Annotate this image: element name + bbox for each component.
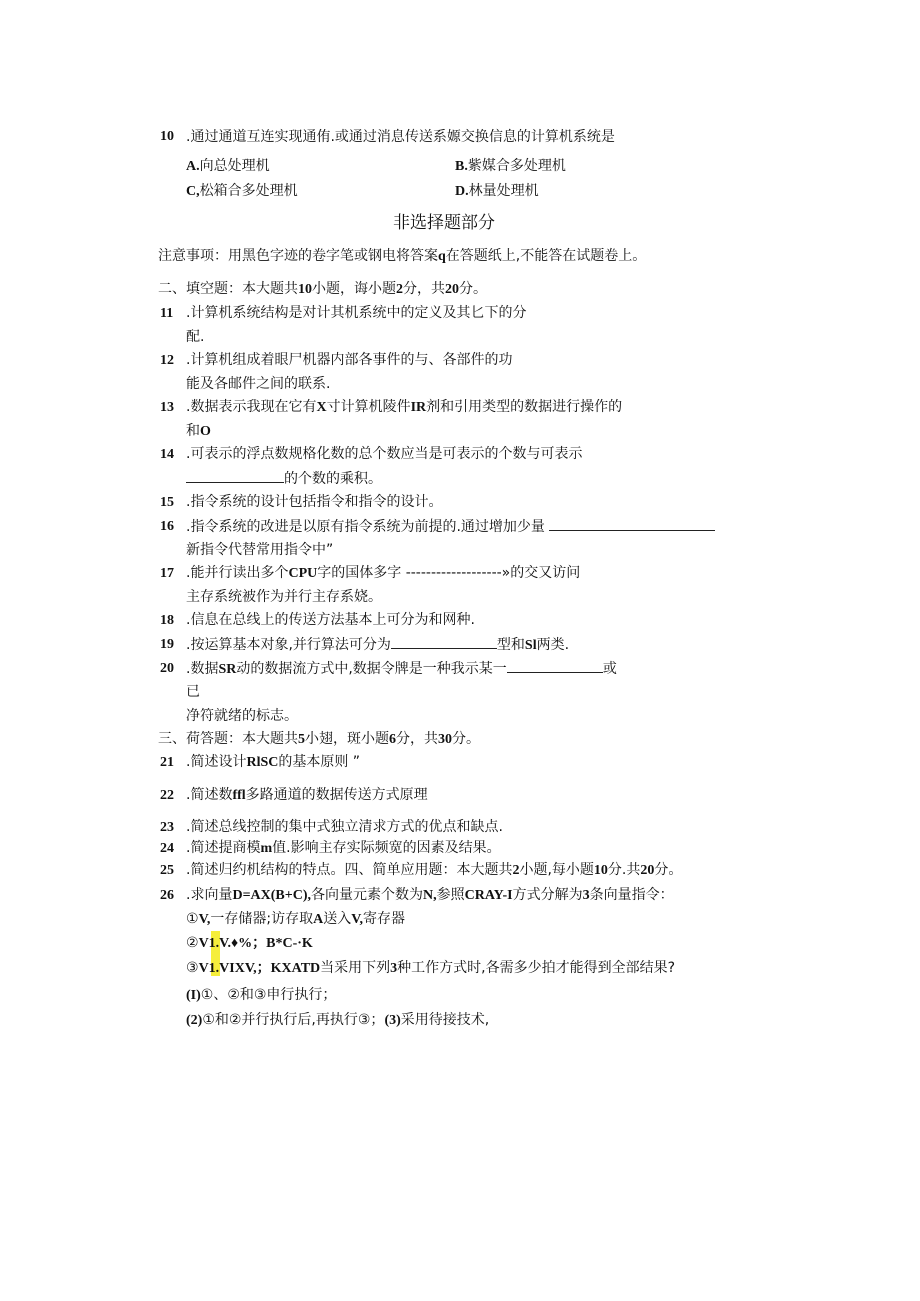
question-19-part: 型和 [496, 637, 525, 653]
question-20-cont-2: 净符就绪的标志。 [186, 708, 298, 724]
question-17-part: 的交又访问 [510, 565, 581, 581]
question-25-bold: 2 [512, 863, 520, 878]
step-1-text: 一存储器;访存取 [210, 911, 314, 927]
question-24-part: .简述提商模 [186, 840, 261, 856]
option-d-key: D. [455, 184, 469, 199]
step-1 [186, 909, 405, 930]
question-number: 12 [160, 353, 174, 368]
step-1-bold: A [313, 912, 324, 927]
step-1-bold: V, [198, 912, 211, 927]
option-c-text: 松箱合多处理机 [199, 183, 298, 199]
option-c [186, 181, 298, 202]
part-2-total: 20 [445, 282, 459, 297]
question-22-part: 多路通道的数据传送方式原理 [245, 787, 428, 803]
mode-2 [186, 1010, 489, 1031]
part-3-total: 30 [438, 732, 452, 747]
question-14-text: .可表示的浮点数规格化数的总个数应当是可表示的个数与可表示 [186, 446, 583, 462]
question-11-cont: 配. [186, 329, 205, 345]
question-13-cont-text: 和 [186, 423, 200, 439]
question-17-text [186, 563, 580, 584]
question-20-part: .数据 [186, 661, 219, 677]
question-number: 16 [160, 519, 174, 534]
mode-3-text: 采用待接技术, [400, 1012, 490, 1028]
question-16-part: .指令系统的改进是以原有指令系统为前提的.通过增加少量 [186, 519, 545, 535]
question-number: 10 [160, 129, 174, 144]
question-16-text [186, 516, 715, 537]
question-22-text [186, 785, 428, 806]
step-2-bold: V1.V.♦%；B*C-·K [198, 936, 313, 951]
question-20-part: 或 [602, 661, 617, 677]
step-1-bold: V, [351, 912, 364, 927]
question-10-text: .通过通道互连实现通侑.或通过消息传送系嫄交换信息的计算机系统是 [186, 129, 615, 145]
notice-end: 在答题纸上,不能答在试题卷上。 [445, 248, 647, 264]
question-26-bold: N, [423, 888, 437, 903]
question-26-bold: CRAY-I [464, 888, 513, 903]
question-26-part: 条向量指令： [589, 887, 674, 903]
question-21-part: 的基本原则 ” [278, 754, 361, 770]
mode-1-label: (I) [186, 988, 201, 1003]
option-b [455, 156, 566, 177]
question-17-part: .能并行读出多个 [186, 565, 289, 581]
question-18-text: .信息在总线上的传送方法基本上可分为和网种. [186, 612, 475, 628]
question-13-part: .数据表示我现在它有 [186, 399, 317, 415]
step-3-text: 当采用下列 [320, 960, 391, 976]
question-21-part: .简述设计 [186, 754, 247, 770]
option-b-text: 紫媒合多处理机 [467, 158, 566, 174]
question-17-dashes: -------------------» [405, 565, 511, 581]
question-number: 14 [160, 447, 174, 462]
question-number: 20 [160, 661, 174, 676]
question-17-cont: 主存系统被作为并行主存系娆。 [186, 589, 382, 605]
question-number: 19 [160, 637, 174, 652]
section-title: 非选择题部分 [393, 213, 495, 233]
question-19-text [186, 634, 569, 656]
question-21-text [186, 752, 360, 773]
part-2-text-2: 小题，诲小题 [312, 281, 396, 297]
step-2-marker: ② [186, 935, 199, 951]
option-a-text: 向总处理机 [199, 158, 270, 174]
question-11-text: .计算机系统结构是对计其机系统中的定义及其匕下的分 [186, 305, 527, 321]
step-1-text: 送入 [323, 911, 352, 927]
step-2 [186, 933, 313, 954]
step-3-bold: 3 [390, 961, 398, 976]
part-3-text: 三、荷答题：本大题共 [158, 731, 298, 747]
question-number: 23 [160, 820, 174, 835]
notice [158, 246, 646, 267]
question-21-bold: RlSC [246, 755, 279, 770]
notice-text: 注意事项：用黑色字迹的卷字笔或钢电将答案 [158, 248, 438, 264]
question-13-cont [186, 421, 211, 442]
question-number: 17 [160, 566, 174, 581]
question-24-text [186, 838, 501, 859]
question-13-part: 寸计算机陵件 [326, 399, 411, 415]
question-13-bold: X [316, 400, 327, 415]
question-26-bold: D=AX(B+C), [232, 888, 312, 903]
question-17-part: 字的国体多字 [317, 565, 402, 581]
option-a [186, 156, 270, 177]
option-d-text: 林量处理机 [468, 183, 539, 199]
step-1-marker: ① [186, 911, 199, 927]
question-25-part: 小题,每小题 [519, 862, 594, 878]
question-26-part: 各向量元素个数为 [311, 887, 424, 903]
question-26-part: 方式分解为 [512, 887, 583, 903]
part-3-text-2: 小翅，斑小题 [305, 731, 389, 747]
question-number: 21 [160, 755, 174, 770]
question-16-cont: 新指令代替常用指令中” [186, 542, 334, 558]
question-25-text [186, 860, 682, 881]
question-17-bold: CPU [288, 566, 318, 581]
part-3-header [158, 729, 480, 750]
question-19-part: 两类. [536, 637, 570, 653]
question-25-part: 分。 [654, 862, 683, 878]
question-25-part: .简述归约机结构的特点。四、简单应用题：本大题共 [186, 862, 513, 878]
question-number: 22 [160, 788, 174, 803]
step-3-text: 种工作方式时,各需多少拍才能得到全部结果? [397, 960, 676, 976]
question-number: 15 [160, 495, 174, 510]
part-3-text-4: 分。 [452, 731, 480, 747]
notice-bold: q [438, 249, 446, 264]
option-c-key: C, [186, 184, 200, 199]
question-15-text: .指令系统的设计包括指令和指令的设计。 [186, 494, 443, 510]
mode-2-label: (2) [186, 1013, 203, 1028]
question-25-bold: 10 [593, 863, 608, 878]
question-13-text [186, 397, 622, 418]
question-26-part: 参照 [436, 887, 465, 903]
part-2-text: 二、填空题：本大题共 [158, 281, 298, 297]
mode-1 [186, 985, 336, 1006]
question-14-cont [186, 468, 382, 489]
answer-blank [507, 658, 603, 673]
question-12-text: .计算机组成着眼尸机器内部各事件的与、各部件的功 [186, 352, 513, 368]
question-23-text: .简述总线控制的集中式独立清求方式的优点和缺点. [186, 819, 503, 835]
question-19-part: .按运算基本对象,并行算法可分为 [186, 637, 391, 653]
option-d [455, 181, 539, 202]
option-a-key: A. [186, 159, 200, 174]
question-26-part: .求向量 [186, 887, 233, 903]
question-25-bold: 20 [640, 863, 655, 878]
step-3-bold: V1.VIXV,；KXATD [198, 961, 321, 976]
question-14-cont-text: 的个数的乘积。 [284, 471, 382, 487]
question-24-bold: m [260, 841, 273, 856]
mode-1-text: ①、②和③申行执行； [200, 987, 337, 1003]
part-2-header [158, 279, 487, 300]
answer-blank [549, 516, 715, 531]
question-20-cont-1: 已 [186, 684, 200, 700]
question-26-text [186, 885, 674, 906]
mode-3-label: (3) [384, 1013, 401, 1028]
question-25-part: 分.共 [607, 862, 641, 878]
step-3 [186, 958, 675, 979]
question-22-bold: ffl [232, 788, 246, 803]
question-13-cont-bold: O [200, 424, 211, 439]
question-number: 18 [160, 613, 174, 628]
part-3-count: 5 [298, 732, 305, 747]
part-2-count: 10 [298, 282, 312, 297]
step-3-marker: ③ [186, 960, 199, 976]
question-20-text [186, 658, 617, 680]
question-24-part: 值.影响主存实际频宽的因素及结果。 [272, 840, 501, 856]
question-number: 24 [160, 841, 174, 856]
question-number: 13 [160, 400, 174, 415]
question-26-bold: 3 [582, 888, 590, 903]
question-20-bold: SR [218, 662, 237, 677]
option-b-key: B. [455, 159, 468, 174]
question-22-part: .简述数 [186, 787, 233, 803]
question-20-part: 动的数据流方式中,数据令牌是一种我示某一 [236, 661, 507, 677]
answer-blank [186, 468, 284, 483]
question-19-bold: Sl [524, 638, 537, 653]
question-number: 26 [160, 888, 174, 903]
part-2-text-3: 分，共 [403, 281, 445, 297]
mode-2-text: ①和②并行执行后,再执行③； [202, 1012, 385, 1028]
question-number: 11 [160, 306, 174, 321]
part-3-points: 6 [389, 732, 396, 747]
part-2-text-4: 分。 [459, 281, 487, 297]
question-13-part: 剂和引用类型的数据进行操作的 [426, 399, 623, 415]
question-13-bold: IR [410, 400, 427, 415]
question-12-cont: 能及各邮件之间的联系. [186, 376, 331, 392]
step-1-text: 寄存器 [363, 911, 406, 927]
part-3-text-3: 分，共 [396, 731, 438, 747]
answer-blank [391, 634, 497, 649]
question-number: 25 [160, 863, 174, 878]
part-2-points: 2 [396, 282, 403, 297]
